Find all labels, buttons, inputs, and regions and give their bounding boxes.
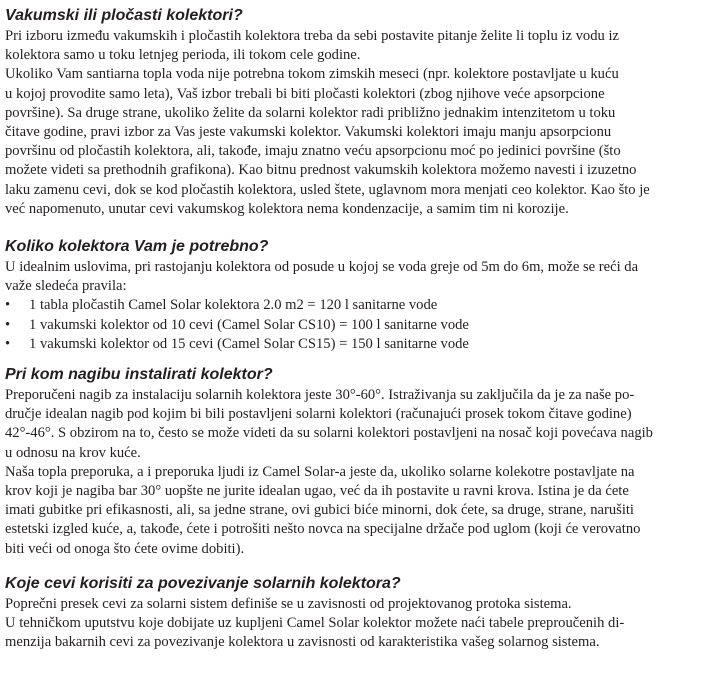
paragraph: Naša topla preporuka, a i preporuka ljudi iz Camel Solar-a jeste da, ukoliko solarne kolekotre postavljate na krov koji je nagiba bar 30° uopšte ne jurite idealan ugao, već da ih postavite u ravni krova. Istina je da ćete imati gubitke pri efikasnosti, ali, sa jedne strane, ovi gubici biće minorni, dok ćete, sa druge, strane, narušiti estetski izgled kuće, a, takođe, ćete i potrošiti nešto novca na specijalne držače pod uglom (koji će verovatno biti veći od onoga što ćete ovime dobiti). [5, 463, 641, 557]
list-item-text: 1 tabla pločastih Camel Solar kolektora 2.0 m2 = 120 l sanitarne vode [29, 297, 438, 314]
paragraph: U tehničkom uputstvu koje dobijate uz kupljeni Camel Solar kolektor možete naći tabele preproučenih di- menzija bakarnih cevi za povezivanje kolektora u zavisnosti od karakteristika vašeg solarnog sistema. [5, 615, 625, 651]
section-heading: Koje cevi korisiti za povezivanje solarnih kolektora? [5, 574, 401, 592]
bullet-list [5, 296, 705, 354]
section-heading: Koliko kolektora Vam je potrebno? [5, 238, 269, 256]
list-item [5, 335, 705, 354]
list-item [5, 296, 705, 315]
list-item-text: 1 vakumski kolektor od 10 cevi (Camel Solar CS10) = 100 l sanitarne vode [29, 316, 469, 333]
paragraph: Pri izboru između vakumskih i pločastih kolektora treba da sebi postavite pitanje želite li toplu iz vodu iz kolektora samo u toku letnjeg perioda, ili tokom cele godine. [5, 28, 619, 64]
paragraph: Ukoliko Vam santiarna topla voda nije potrebna tokom zimskih meseci (npr. kolektore postavljate u kuću u kojoj provodite samo leta), Vaš izbor trebali bi biti pločasti kolektori (zbog njihove veće apsorpcione površine). Sa druge strane, ukoliko želite da solarni kolektor radi približno jednakim intenzitetom u toku čitave godine, pravi izbor za Vas jeste vakumski kolektor. Vakumski kolektori imaju manju apsorpcionu površinu od pločastih kolektora, ali, takođe, imaju znatno veću apsorpcionu moć po jedinici površine (što možete videti sa prethodnih grafikona). Kao bitnu prednost vakumskih kolektora možemo navesti i izuzetno laku zamenu cevi, dok se kod pločastih kolektora, usled štete, uglavnom mora menjati ceo kolektor. Kao što je već napomenuto, unutar cevi vakumskog kolektora nema kondenzacije, a samim tim ni korozije. [5, 66, 650, 217]
bullet-icon: • [5, 297, 11, 314]
document-page [5, 5, 705, 652]
paragraph: Poprečni presek cevi za solarni sistem definiše se u zavisnosti od projektovanog protoka sistema. [5, 595, 572, 612]
list-item-text: 1 vakumski kolektor od 15 cevi (Camel Solar CS15) = 150 l sanitarne vode [29, 335, 469, 352]
section-heading: Vakumski ili pločasti kolektori? [5, 7, 243, 24]
section-nagib-kolektora [5, 364, 705, 559]
section-koliko-kolektora [5, 236, 705, 354]
paragraph: U idealnim uslovima, pri rastojanju kolektora od posude u kojoj se voda greje od 5m do 6m, može se reći da važe sledeća pravila: [5, 259, 639, 295]
section-gap [5, 219, 705, 236]
bullet-icon: • [5, 316, 11, 333]
bullet-icon: • [5, 335, 11, 352]
section-gap [5, 354, 705, 364]
section-gap [5, 559, 705, 573]
section-cevi-povezivanje [5, 573, 705, 653]
list-item [5, 316, 705, 335]
paragraph: Preporučeni nagib za instalaciju solarnih kolektora jeste 30°-60°. Istraživanja su zaključila da je za naše po- dručje idealan nagib pod kojim bi bili postavljeni solarni kolektori (računajući prosek tokom čitave godine) 42°-46°. S obzirom na to, često se može videti da su solarni kolektori postavljeni na nosač koji povećava nagib u odnosu na krov kuće. [5, 387, 653, 461]
section-heading: Pri kom nagibu instalirati kolektor? [5, 366, 273, 384]
section-vakumski-ili-plocasti [5, 5, 705, 219]
